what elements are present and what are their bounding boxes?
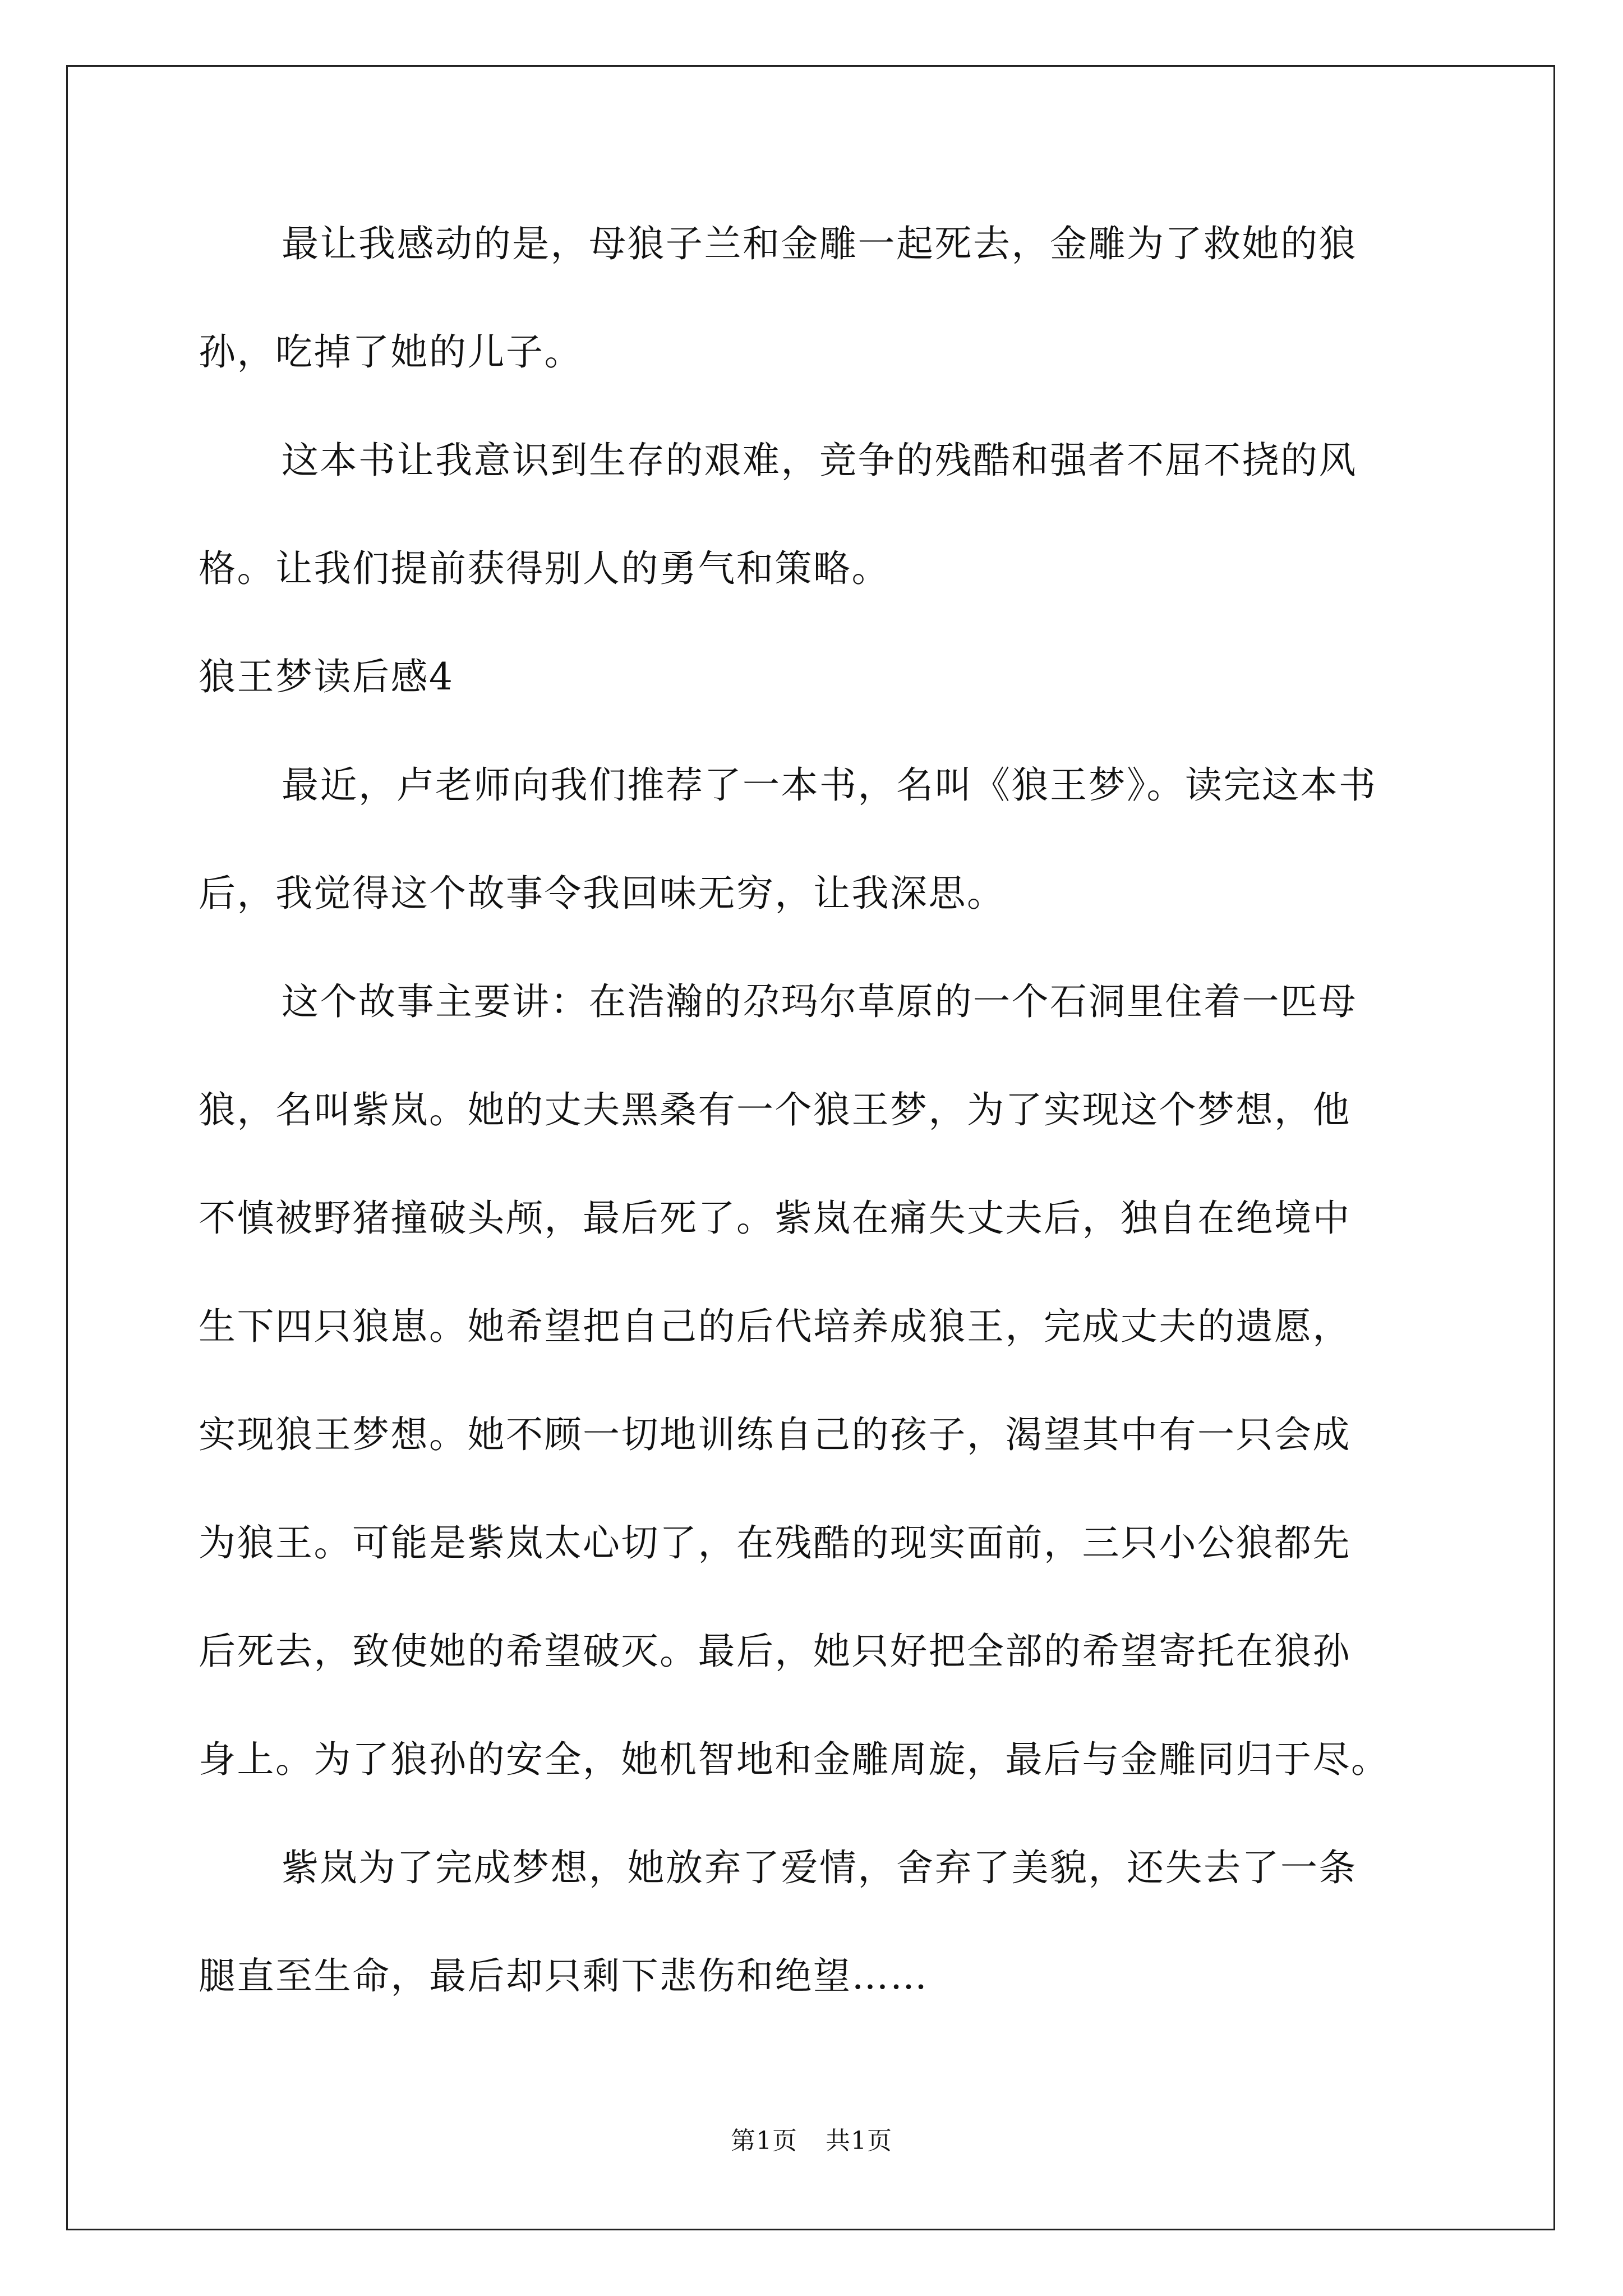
paragraph-line: 最让我感动的是，母狼子兰和金雕一起死去，金雕为了救她的狼 xyxy=(282,222,1357,265)
page-total: 共1页 xyxy=(826,2127,892,2155)
document-body xyxy=(199,222,1449,1999)
paragraph-line: 最近，卢老师向我们推荐了一本书，名叫《狼王梦》。读完这本书 xyxy=(282,763,1377,807)
paragraph-line: 孙，吃掉了她的儿子。 xyxy=(199,330,583,374)
page-number: 第1页 xyxy=(731,2127,797,2155)
paragraph-line: 不慎被野猪撞破头颅，最后死了。紫岚在痛失丈夫后，独自在绝境中 xyxy=(199,1197,1351,1240)
paragraph-line: 为狼王。可能是紫岚太心切了，在残酷的现实面前，三只小公狼都先 xyxy=(199,1521,1351,1565)
paragraph-line: 腿直至生命，最后却只剩下悲伤和绝望…… xyxy=(199,1954,929,1998)
paragraph-line: 格。让我们提前获得别人的勇气和策略。 xyxy=(199,547,890,590)
paragraph-line: 这本书让我意识到生存的艰难，竞争的残酷和强者不屈不挠的风 xyxy=(282,439,1357,482)
paragraph-line: 实现狼王梦想。她不顾一切地训练自己的孩子，渴望其中有一只会成 xyxy=(199,1413,1351,1456)
page-footer xyxy=(0,2126,1623,2156)
paragraph-line: 生下四只狼崽。她希望把自己的后代培养成狼王，完成丈夫的遗愿， xyxy=(199,1305,1351,1348)
paragraph-line: 狼，名叫紫岚。她的丈夫黑桑有一个狼王梦，为了实现这个梦想，他 xyxy=(199,1088,1351,1131)
section-heading: 狼王梦读后感4 xyxy=(199,655,454,698)
paragraph-line: 这个故事主要讲：在浩瀚的尕玛尔草原的一个石洞里住着一匹母 xyxy=(282,980,1357,1023)
paragraph-line: 身上。为了狼孙的安全，她机智地和金雕周旋，最后与金雕同归于尽。 xyxy=(199,1738,1390,1781)
paragraph-line: 后，我觉得这个故事令我回味无穷，让我深思。 xyxy=(199,872,1006,915)
paragraph-line: 紫岚为了完成梦想，她放弃了爱情，舍弃了美貌，还失去了一条 xyxy=(282,1846,1357,1889)
paragraph-line: 后死去，致使她的希望破灭。最后，她只好把全部的希望寄托在狼孙 xyxy=(199,1630,1351,1673)
